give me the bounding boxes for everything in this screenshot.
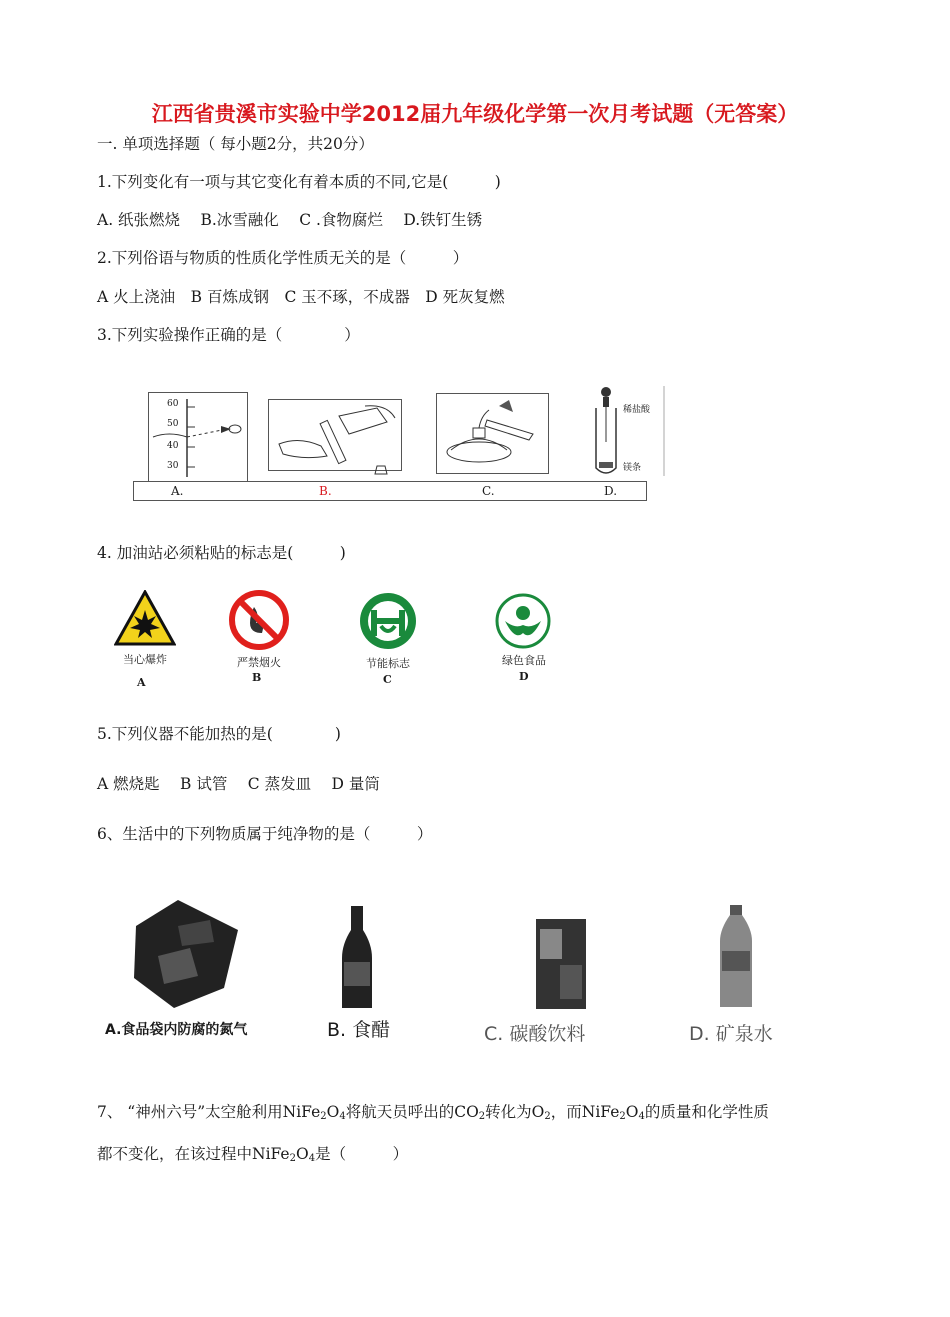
- q1-options: A. 纸张燃烧 B.冰雪融化 C .食物腐烂 D.铁钉生锈: [97, 211, 483, 229]
- q2-stem: 2.下列俗语与物质的性质化学性质无关的是（ ）: [97, 249, 469, 267]
- soda-can-icon: [530, 915, 590, 1011]
- sign-c-letter: C: [383, 673, 392, 686]
- green-food-icon: [495, 593, 551, 649]
- sign-b-letter: B: [252, 671, 262, 684]
- q7-line2: 都不变化，在该过程中$NiFe_2O_4$是（ ）: [97, 1145, 409, 1164]
- no-fire-icon: [228, 589, 290, 651]
- q6-stem: 6、生活中的下列物质属于纯净物的是（ ）: [97, 825, 433, 843]
- q4-stem: 4. 加油站必须粘贴的标志是( ): [97, 544, 346, 562]
- measuring-cylinder-icon: [149, 393, 247, 481]
- vinegar-bottle-icon: [340, 904, 374, 1010]
- label-magnesium: 镁条: [623, 463, 642, 473]
- q3-caption-b: B.: [319, 484, 332, 498]
- sign-d-letter: D: [519, 670, 529, 683]
- sign-b-label: 严禁烟火: [237, 656, 281, 669]
- tick-50: 50: [167, 419, 179, 429]
- page-title: 江西省贵溪市实验中学2012届九年级化学第一次月考试题（无答案）: [151, 102, 799, 126]
- q6-caption-d: D. 矿泉水: [689, 1023, 773, 1045]
- q3-panel-c: [436, 393, 549, 474]
- q3-panel-b: [268, 399, 402, 471]
- tick-40: 40: [167, 441, 179, 451]
- q2-options: A 火上浇油 B 百炼成钢 C 玉不琢，不成器 D 死灰复燃: [97, 288, 505, 306]
- alcohol-lamp-icon: [437, 394, 548, 473]
- sign-d-label: 绿色食品: [502, 654, 546, 667]
- q5-stem: 5.下列仪器不能加热的是( ): [97, 725, 341, 743]
- q6-caption-b: B. 食醋: [327, 1019, 391, 1041]
- pouring-liquid-icon: [269, 400, 401, 470]
- sign-c-label: 节能标志: [366, 657, 410, 670]
- tick-30: 30: [167, 461, 179, 471]
- q3-caption-strip: [133, 481, 647, 501]
- mineral-water-bottle-icon: [716, 903, 756, 1011]
- sign-a-label: 当心爆炸: [123, 653, 167, 666]
- nitrogen-food-bag-icon: [128, 896, 244, 1012]
- label-dilute-hcl: 稀盐酸: [623, 405, 651, 415]
- q3-caption-a: A.: [171, 484, 184, 498]
- tick-60: 60: [167, 399, 179, 409]
- q3-caption-d: D.: [604, 484, 618, 498]
- q5-options: A 燃烧匙 B 试管 C 蒸发皿 D 量筒: [97, 775, 380, 793]
- section-heading: 一. 单项选择题（ 每小题2分，共20分）: [97, 135, 374, 153]
- q3-panel-d: [588, 382, 670, 478]
- q3-panel-a: [148, 392, 248, 482]
- energy-saving-icon: [357, 590, 419, 652]
- q3-stem: 3.下列实验操作正确的是（ ）: [97, 326, 360, 344]
- q6-caption-c: C. 碳酸饮料: [484, 1023, 586, 1045]
- q1-stem: 1.下列变化有一项与其它变化有着本质的不同,它是( ): [97, 173, 501, 191]
- q7-line1: 7、 “神州六号”太空舱利用$NiFe_2O_4$将航天员呼出的$CO_2$转化为$O_2$，而$NiFe_2O_4$的质量和化学性质: [97, 1103, 769, 1122]
- q6-caption-a: A.食品袋内防腐的氮气: [105, 1022, 248, 1038]
- bottle-stopper-icon: [373, 464, 389, 476]
- sign-a-letter: A: [137, 676, 146, 689]
- q3-caption-c: C.: [482, 484, 495, 498]
- explosion-warning-icon: [114, 590, 176, 646]
